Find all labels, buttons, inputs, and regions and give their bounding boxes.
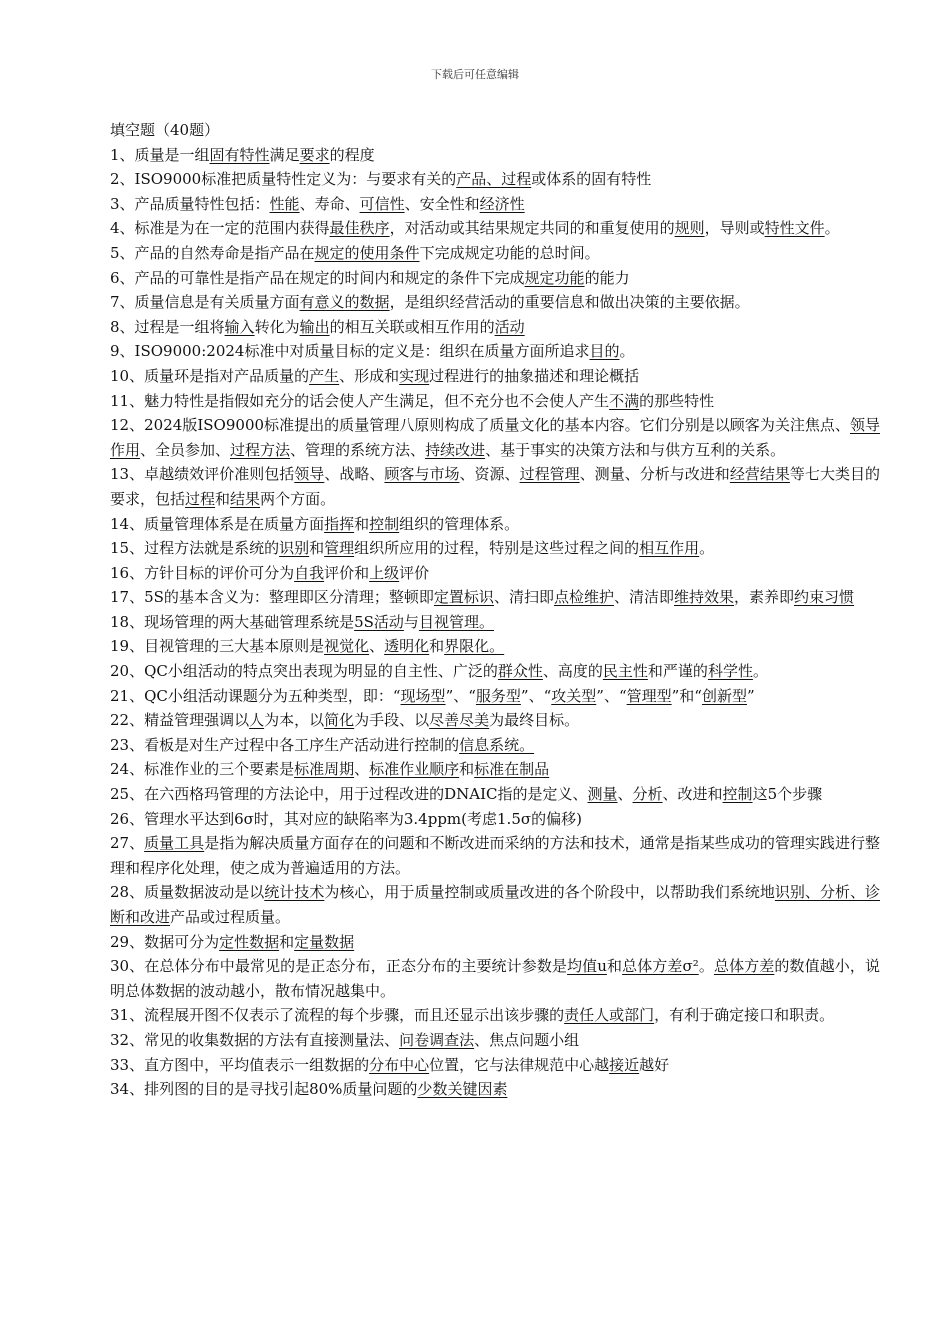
answer-blank: 维持效果: [673, 588, 734, 607]
answer-blank: 约束习惯: [794, 588, 855, 607]
answer-blank: 最佳秩序: [329, 219, 390, 238]
answer-blank: 相互作用: [639, 539, 700, 558]
answer-blank: 统计技术: [264, 883, 325, 902]
answer-blank: 识别: [279, 539, 310, 558]
question-item: 10、质量环是指对产品质量的产生、形成和实现过程进行的抽象描述和理论概括: [110, 366, 640, 385]
answer-blank: 顾客与市场: [384, 465, 460, 484]
answer-blank: 民主性: [602, 662, 648, 681]
answer-blank: 标准在制品: [474, 760, 550, 779]
answer-blank: 不满: [609, 391, 640, 410]
answer-blank: 少数关键因素: [417, 1080, 508, 1099]
answer-blank: 定置标识: [433, 588, 494, 607]
question-item: 4、标准是为在一定的范围内获得最佳秩序，对活动或其结果规定共同的和重复使用的规则，导则或特性文件。: [110, 219, 840, 238]
question-item: 8、过程是一组将输入转化为输出的相互关联或相互作用的活动: [110, 317, 525, 336]
answer-blank: 结果: [230, 489, 261, 508]
question-item: 25、在六西格玛管理的方法论中，用于过程改进的DNAIC指的是定义、测量、分析、改进和控制这5个步骤: [110, 785, 823, 804]
answer-blank: 点检维护: [553, 588, 614, 607]
answer-blank: 领导: [294, 465, 325, 484]
answer-blank: 定性数据: [219, 932, 280, 951]
question-item: 30、在总体分布中最常见的是正态分布，正态分布的主要统计参数是均值u和总体方差σ²。总体方差的数值越小，说明总体数据的波动越小，散布情况越集中。: [110, 957, 880, 1000]
answer-blank: 领导作用: [110, 416, 880, 459]
answer-blank: 问卷调查法: [399, 1030, 475, 1049]
question-item: 34、排列图的目的是寻找引起80%质量问题的少数关键因素: [110, 1080, 508, 1099]
answer-blank: 控制: [722, 785, 753, 804]
question-item: 12、2024版ISO9000标准提出的质量管理八原则构成了质量文化的基本内容。它们分别是以顾客为关注焦点、领导作用、全员参加、过程方法、管理的系统方法、持续改进、基于事实的决策方法和与供方互利的关系。: [110, 416, 880, 459]
answer-blank: 过程: [185, 489, 216, 508]
answer-blank: 责任人或部门: [564, 1006, 655, 1025]
question-item: 2、ISO9000标准把质量特性定义为：与要求有关的产品、过程或体系的固有特性: [110, 170, 652, 189]
section-title: 填空题（40题）: [110, 121, 220, 139]
question-item: 19、目视管理的三大基本原则是视觉化、透明化和界限化。: [110, 637, 505, 656]
answer-blank: 总体方差: [713, 957, 775, 976]
answer-blank: 定量数据: [294, 932, 355, 951]
answer-blank: 持续改进: [425, 440, 486, 459]
question-item: 18、现场管理的两大基础管理系统是5S活动与目视管理。: [110, 612, 494, 631]
question-item: 23、看板是对生产过程中各工序生产活动进行控制的信息系统。: [110, 735, 535, 754]
page-header: 下载后可任意编辑: [431, 68, 519, 81]
answer-blank: 输出: [299, 317, 330, 336]
answer-blank: 指挥: [324, 514, 355, 533]
question-item: 29、数据可分为定性数据和定量数据: [110, 932, 355, 951]
answer-blank: 5S活动: [354, 612, 404, 631]
question-item: 16、方针目标的评价可分为自我评价和上级评价: [110, 563, 430, 582]
question-item: 9、ISO9000:2024标准中对质量目标的定义是：组织在质量方面所追求目的。: [110, 342, 635, 361]
question-item: 14、质量管理体系是在质量方面指挥和控制组织的管理体系。: [110, 514, 520, 533]
question-item: 3、产品质量特性包括：性能、寿命、可信性、安全性和经济性: [110, 194, 525, 213]
answer-blank: 产品、过程: [456, 170, 532, 189]
question-item: 11、魅力特性是指假如充分的话会使人产生满足，但不充分也不会使人产生不满的那些特性: [110, 391, 715, 410]
answer-blank: 现场型: [400, 686, 446, 705]
answer-blank: 固有特性: [209, 145, 270, 164]
question-item: 31、流程展开图不仅表示了流程的每个步骤，而且还显示出该步骤的责任人或部门，有利于确定接口和职责。: [110, 1006, 835, 1025]
answer-blank: 接近: [609, 1055, 640, 1074]
question-item: 33、直方图中，平均值表示一组数据的分布中心位置，它与法律规范中心越接近越好: [110, 1055, 670, 1074]
answer-blank: 活动: [494, 317, 525, 336]
question-item: 21、QC小组活动课题分为五种类型，即：“现场型”、“服务型”、“攻关型”、“管理型”和“创新型”: [110, 686, 755, 705]
question-list: [110, 143, 880, 1102]
question-item: 6、产品的可靠性是指产品在规定的时间内和规定的条件下完成规定功能的能力: [110, 268, 630, 287]
question-item: 1、质量是一组固有特性满足要求的程度: [110, 145, 375, 164]
answer-blank: 简化: [324, 711, 355, 730]
answer-blank: 创新型: [701, 686, 747, 705]
question-item: 7、质量信息是有关质量方面有意义的数据，是组织经营活动的重要信息和做出决策的主要依据。: [110, 293, 750, 312]
question-item: 17、5S的基本含义为：整理即区分清理；整顿即定置标识、清扫即点检维护、清洁即维持效果，素养即约束习惯: [110, 588, 855, 607]
question-item: 22、精益管理强调以人为本，以简化为手段、以尽善尽美为最终目标。: [110, 711, 580, 730]
answer-blank: 输入: [224, 317, 255, 336]
answer-blank: 要求: [299, 145, 330, 164]
answer-blank: 均值u: [567, 957, 607, 976]
answer-blank: 特性文件: [764, 219, 825, 238]
answer-blank: 上级: [369, 563, 400, 582]
question-item: 20、QC小组活动的特点突出表现为明显的自主性、广泛的群众性、高度的民主性和严谨的科学性。: [110, 662, 768, 681]
question-item: 27、质量工具是指为解决质量方面存在的问题和不断改进而采纳的方法和技术，通常是指某些成功的管理实践进行整理和程序化处理，使之成为普遍适用的方法。: [110, 834, 880, 877]
answer-blank: 群众性: [497, 662, 543, 681]
answer-blank: 透明化: [384, 637, 430, 656]
answer-blank: 规定的使用条件: [314, 243, 420, 262]
answer-blank: 界限化。: [444, 637, 505, 656]
document-body: [110, 118, 880, 1102]
answer-blank: 有意义的数据: [299, 293, 390, 312]
answer-blank: 尽善尽美: [429, 711, 490, 730]
question-item: 32、常见的收集数据的方法有直接测量法、问卷调查法、焦点问题小组: [110, 1030, 580, 1049]
question-item: 26、管理水平达到6σ时，其对应的缺陷率为3.4ppm(考虑1.5σ的偏移): [110, 809, 582, 828]
answer-blank: 识别、分析、诊断和改进: [110, 883, 880, 926]
answer-blank: 科学性: [707, 662, 753, 681]
answer-blank: 过程管理: [519, 465, 580, 484]
answer-blank: 实现: [399, 366, 430, 385]
question-item: 24、标准作业的三个要素是标准周期、标准作业顺序和标准在制品: [110, 760, 550, 779]
answer-blank: 信息系统。: [459, 735, 535, 754]
answer-blank: 过程方法: [230, 440, 291, 459]
answer-blank: 管理型: [626, 686, 672, 705]
answer-blank: 视觉化: [324, 637, 370, 656]
answer-blank: 经营结果: [729, 465, 790, 484]
answer-blank: 人: [249, 711, 265, 730]
answer-blank: 产生: [309, 366, 340, 385]
answer-blank: 规定功能: [524, 268, 585, 287]
question-item: 13、卓越绩效评价准则包括领导、战略、顾客与市场、资源、过程管理、测量、分析与改进和经营结果等七大类目的要求，包括过程和结果两个方面。: [110, 465, 880, 508]
answer-blank: 分析: [632, 785, 663, 804]
question-item: 15、过程方法就是系统的识别和管理组织所应用的过程，特别是这些过程之间的相互作用。: [110, 539, 715, 558]
answer-blank: 管理: [324, 539, 355, 558]
answer-blank: 规则: [674, 219, 705, 238]
answer-blank: 目视管理。: [418, 612, 494, 631]
answer-blank: 测量: [587, 785, 618, 804]
answer-blank: 服务型: [475, 686, 521, 705]
question-item: 28、质量数据波动是以统计技术为核心，用于质量控制或质量改进的各个阶段中，以帮助我们系统地识别、分析、诊断和改进产品或过程质量。: [110, 883, 880, 926]
answer-blank: 目的: [589, 342, 620, 361]
answer-blank: 标准周期: [294, 760, 355, 779]
answer-blank: 质量工具: [144, 834, 205, 853]
answer-blank: 自我: [294, 563, 325, 582]
answer-blank: 攻关型: [551, 686, 597, 705]
answer-blank: 控制: [369, 514, 400, 533]
answer-blank: 总体方差σ²: [622, 957, 699, 976]
answer-blank: 分布中心: [369, 1055, 430, 1074]
answer-blank: 标准作业顺序: [369, 760, 460, 779]
answer-blank: 可信性: [359, 194, 405, 213]
question-item: 5、产品的自然寿命是指产品在规定的使用条件下完成规定功能的总时间。: [110, 243, 600, 262]
answer-blank: 性能: [269, 194, 300, 213]
answer-blank: 经济性: [479, 194, 525, 213]
